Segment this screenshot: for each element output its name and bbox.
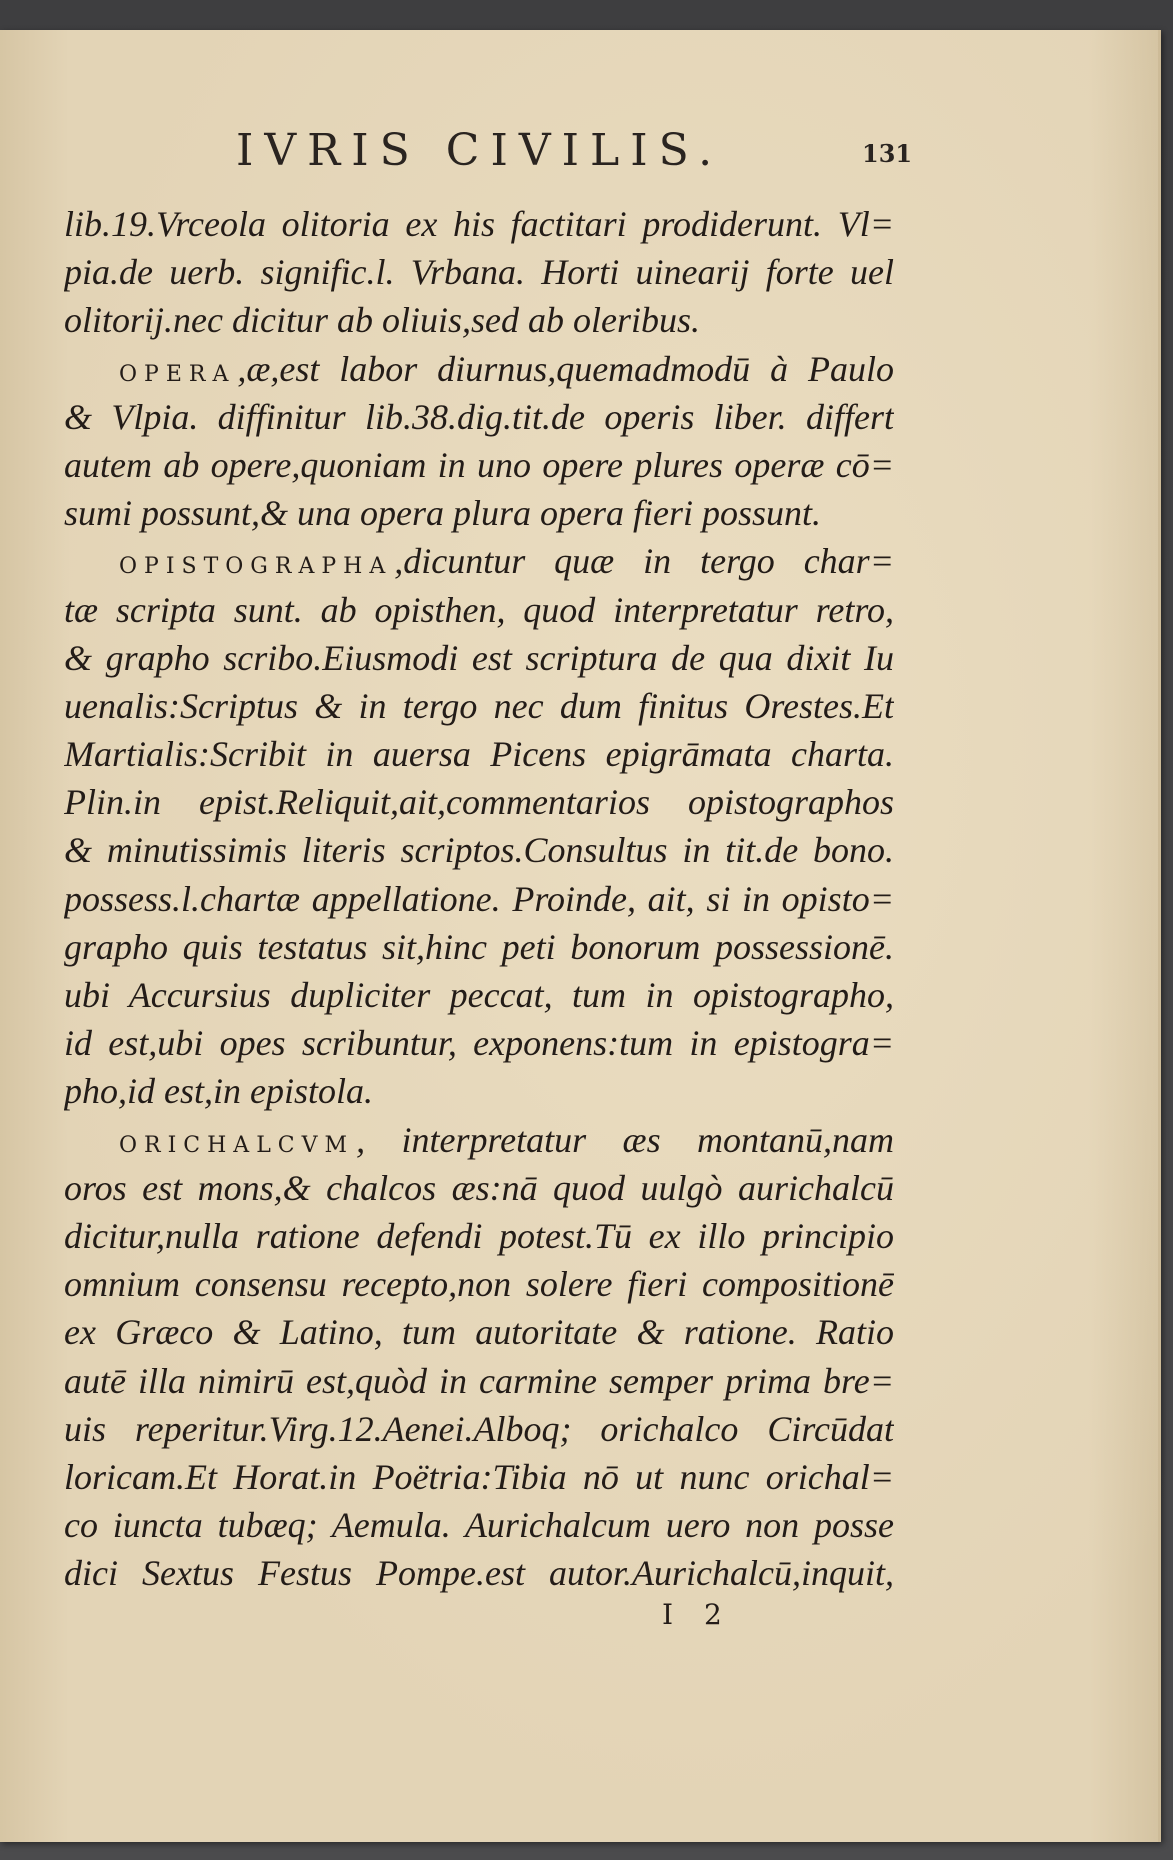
lemma-heading: ORICHALCVM [119,1132,355,1158]
text-line-lemma [64,345,894,393]
lemma-heading: OPISTOGRAPHA [119,554,393,580]
page-header [0,125,1158,185]
folio-number: 131 [862,139,913,168]
text-line: autē illa nimirū est,quòd in carmine semper prima bre= [64,1360,894,1401]
text-line: pia.de uerb. signific.l. Vrbana. Horti uinearij forte uel [64,252,894,293]
text-line: co iuncta tubæq; Aemula. Aurichalcum uero non posse [64,1505,894,1546]
text-line: tæ scripta sunt. ab opisthen, quod interpretatur retro, [64,589,894,630]
text-line: dici Sextus Festus Pompe.est autor.Aurichalcū,inquit, [64,1553,894,1594]
text-line: olitorij.nec dicitur ab oliuis,sed ab oleribus. [64,300,700,341]
text-line: & grapho scribo.Eiusmodi est scriptura de qua dixit Iu [64,637,894,678]
text-line: & Vlpia. diffinitur lib.38.dig.tit.de operis liber. differt [64,396,894,437]
text-line: oros est mons,& chalcos æs:nā quod uulgò aurichalcū [64,1167,894,1208]
text-run: ,æ,est labor diurnus,quemadmodū à Paulo [237,348,894,389]
paragraph [64,1116,894,1598]
text-line: ex Græco & Latino, tum autoritate & ratione. Ratio [64,1312,894,1353]
text-line: dicitur,nulla ratione defendi potest.Tū ex illo principio [64,1215,894,1256]
text-run: ,dicuntur quæ in tergo char= [394,541,894,582]
text-line: uenalis:Scriptus & in tergo nec dum finitus Orestes.Et [64,685,894,726]
text-line: pho,id est,in epistola. [64,1071,373,1112]
lemma-heading: OPERA [119,361,236,387]
text-line-lemma [64,537,894,585]
paragraph [64,345,894,538]
text-line: lib.19.Vrceola olitoria ex his factitari prodiderunt. Vl= [64,204,894,244]
text-line: uis reperitur.Virg.12.Aenei.Alboq; orichalco Circūdat [64,1408,894,1449]
text-line: Plin.in epist.Reliquit,ait,commentarios opistographos [64,782,894,823]
text-line: ubi Accursius dupliciter peccat, tum in opistographo, [64,975,894,1015]
text-line: id est,ubi opes scribuntur, exponens:tum in epistogra= [64,1023,894,1064]
running-head-title: IVRIS CIVILIS. [236,125,724,176]
signature-mark: I 2 [662,1598,722,1631]
text-run: , interpretatur æs montanū,nam [356,1119,894,1160]
text-line: autem ab opere,quoniam in uno opere plures operæ cō= [64,444,894,485]
text-line: omnium consensu recepto,non solere fieri compositionē [64,1264,894,1305]
text-line: sumi possunt,& una opera plura opera fieri possunt. [64,493,822,534]
text-line: & minutissimis literis scriptos.Consultus in tit.de bono. [64,830,894,871]
text-line: Martialis:Scribit in auersa Picens epigrāmata charta. [64,734,894,775]
text-line: grapho quis testatus sit,hinc peti bonorum possessionē. [64,926,894,967]
text-line: loricam.Et Horat.in Poëtria:Tibia nō ut nunc orichal= [64,1456,894,1497]
paragraph [64,537,894,1115]
text-line-lemma [64,1116,894,1164]
text-line: possess.l.chartæ appellatione. Proinde, ait, si in opisto= [64,878,894,919]
paragraph [64,200,894,345]
book-page [0,30,1161,1842]
text-block [64,200,894,1597]
